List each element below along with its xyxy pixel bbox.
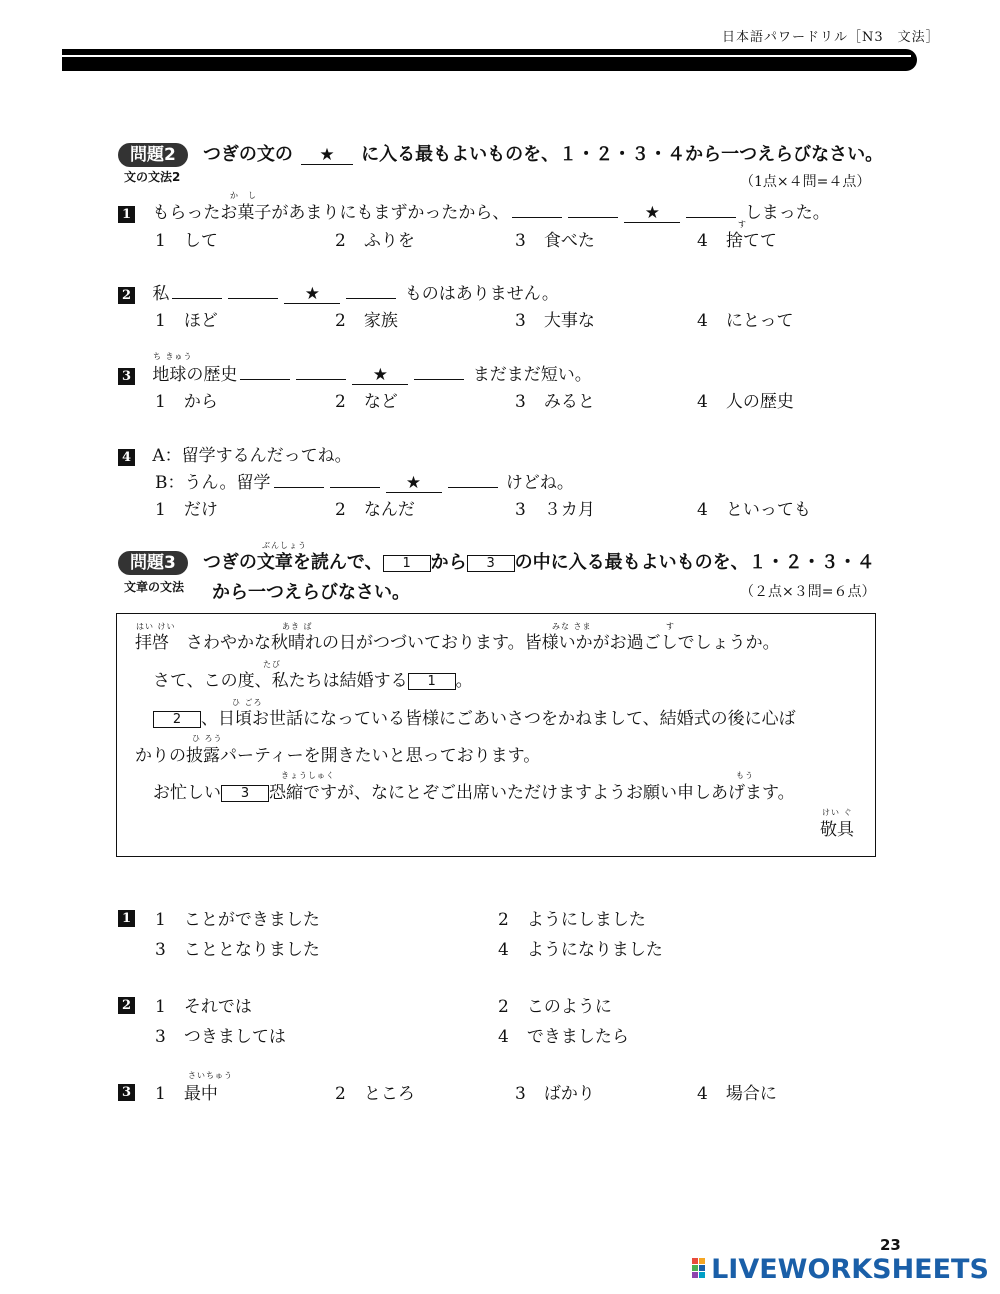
letter-blank-1[interactable]: 1	[408, 673, 456, 690]
q2-option-2[interactable]: 2 家族	[335, 311, 398, 331]
letter-ruby-akibare: あき ば	[282, 622, 313, 631]
header-bar	[62, 49, 917, 71]
m3-q2-number: 2	[118, 997, 135, 1014]
q4-option-4[interactable]: 4 といっても	[697, 500, 811, 520]
m3-q2-option-2[interactable]: 2 このように	[498, 997, 612, 1017]
q4-option-1[interactable]: 1 だけ	[155, 500, 218, 520]
q4-speaker-a: A：留学するんだってね。	[152, 446, 352, 466]
q1-blank-d[interactable]	[686, 201, 736, 218]
m3-q1-option-4[interactable]: 4 ようになりました	[498, 940, 663, 960]
letter-blank-2[interactable]: 2	[153, 711, 201, 728]
q1-blank-b[interactable]	[568, 201, 618, 218]
letter-line-4: かりの披露パーティーを開きたいと思っております。	[135, 746, 541, 766]
letter-line-2-text: さて、この度、私たちは結婚する	[153, 671, 408, 691]
q3-text-post: まだまだ短い。	[472, 365, 592, 385]
letter-ruby-kyoushuku: きょうしゅく	[281, 771, 335, 780]
q2-option-4[interactable]: 4 にとって	[697, 311, 794, 331]
q1-option-4[interactable]: 4 捨てて	[697, 231, 777, 251]
q1-text-post: しまった。	[744, 203, 830, 223]
q3-option-1[interactable]: 1 から	[155, 392, 218, 412]
letter-ruby-mou: もう	[736, 771, 754, 780]
q1-option-1[interactable]: 1 して	[155, 231, 218, 251]
q1-option-3[interactable]: 3 食べた	[515, 231, 595, 251]
q2-option-3[interactable]: 3 大事な	[515, 311, 595, 331]
q1-option-2[interactable]: 2 ふりを	[335, 231, 415, 251]
mondai2-badge: 問題2	[118, 143, 188, 167]
m3-q1-option-3[interactable]: 3 こととなりました	[155, 940, 320, 960]
star-blank: ★	[301, 146, 353, 165]
q1-ruby: か し	[230, 191, 257, 200]
q1-text-pre: もらったお菓子があまりにもまずかったから、	[152, 203, 510, 223]
m3-q3-option-1[interactable]: 1 最中	[155, 1084, 218, 1104]
m3-q3-option-3[interactable]: 3 ばかり	[515, 1084, 595, 1104]
q3-blank-b[interactable]	[296, 363, 346, 380]
liveworksheets-logo	[692, 1254, 989, 1285]
letter-ruby-minasama: みな さま	[552, 622, 592, 631]
q2-line	[118, 279, 559, 304]
q4-number: 4	[118, 449, 135, 466]
book-title: 日本語パワードリル［N3 文法］	[722, 30, 940, 45]
mondai3-box-1: 1	[383, 555, 431, 572]
q2-blank-d[interactable]	[346, 282, 396, 299]
letter-ruby-higoro: ひ ごろ	[232, 698, 263, 707]
mondai3-kara: から	[430, 552, 467, 573]
letter-line-5-text: 恐縮ですが、なにとぞご出席いただけますようお願い申しあげます。	[269, 783, 795, 803]
q3-option-3[interactable]: 3 みると	[515, 392, 595, 412]
letter-line-3	[153, 704, 796, 729]
q4-blank-b[interactable]	[330, 471, 380, 488]
m3-q2-option-3[interactable]: 3 つきましては	[155, 1027, 286, 1047]
mondai2-heading	[118, 140, 883, 166]
mondai3-badge: 問題3	[118, 551, 188, 575]
letter-line-3-text: 、日頃お世話になっている皆様にごあいさつをかねまして、結婚式の後に心ば	[201, 709, 796, 729]
q3-number: 3	[118, 368, 135, 385]
q1-blank-star[interactable]: ★	[624, 204, 680, 223]
letter-line-5-pre: お忙しい	[153, 783, 221, 803]
m3-q1-number-wrap	[118, 907, 135, 927]
mondai3-ruby: ぶんしょう	[262, 541, 307, 550]
q2-number: 2	[118, 287, 135, 304]
m3-q3-ruby: さいちゅう	[188, 1071, 233, 1080]
m3-q3-option-2[interactable]: 2 ところ	[335, 1084, 415, 1104]
m3-q3-number: 3	[118, 1084, 135, 1101]
q3-blank-d[interactable]	[414, 363, 464, 380]
q1-number: 1	[118, 206, 135, 223]
letter-line-2-end: 。	[455, 671, 473, 691]
letter-ruby-sugo: す	[666, 622, 675, 631]
m3-q2-number-wrap	[118, 994, 135, 1014]
q4-line-b	[155, 468, 574, 493]
q2-text-pre: 私	[152, 284, 170, 304]
q3-blank-star[interactable]: ★	[352, 366, 408, 385]
q4-text-post: けどね。	[505, 473, 574, 493]
mondai3-instruction-c: から一つえらびなさい。	[212, 582, 410, 603]
letter-line-1: 拝啓 さわやかな秋晴れの日がつづいております。皆様いかがお過ごしでしょうか。	[135, 633, 780, 653]
letter-line-2	[153, 666, 473, 691]
letter-blank-3[interactable]: 3	[221, 785, 269, 802]
q4-option-2[interactable]: 2 なんだ	[335, 500, 415, 520]
mondai3-heading	[118, 548, 875, 574]
q3-option-2[interactable]: 2 など	[335, 392, 398, 412]
mondai2-sublabel: 文の文法2	[124, 170, 181, 184]
q2-text-post: ものはありません。	[404, 284, 559, 304]
mondai3-instruction-b: の中に入る最もよいものを、１・２・３・４	[514, 552, 875, 573]
q3-line	[118, 360, 592, 385]
q4-line-a	[118, 441, 352, 466]
q4-text-pre: B：うん。留学	[155, 473, 271, 493]
mondai2-points: （1点×４問=４点）	[740, 174, 871, 190]
q1-line	[118, 198, 830, 223]
m3-q1-option-1[interactable]: 1 ことができました	[155, 910, 320, 930]
m3-q1-number: 1	[118, 910, 135, 927]
m3-q3-option-4[interactable]: 4 場合に	[697, 1084, 777, 1104]
mondai3-points: （２点×３問=６点）	[740, 584, 876, 600]
q4-option-3[interactable]: 3 ３カ月	[515, 500, 595, 520]
q2-option-1[interactable]: 1 ほど	[155, 311, 218, 331]
q4-blank-star[interactable]: ★	[386, 474, 442, 493]
q3-option-4[interactable]: 4 人の歴史	[697, 392, 794, 412]
mondai3-sublabel: 文章の文法	[124, 580, 185, 594]
letter-line-5	[153, 778, 795, 803]
liveworksheets-mark-icon	[692, 1258, 706, 1282]
q4-blank-a[interactable]	[274, 471, 324, 488]
letter-ruby-tabi: たび	[263, 660, 281, 669]
letter-ruby-hirou: ひ ろう	[192, 734, 223, 743]
q2-blank-a[interactable]	[172, 282, 222, 299]
mondai2-instruction-pre: つぎの文の	[202, 144, 293, 165]
letter-closing: 敬具	[820, 820, 854, 840]
mondai3-instruction-a: つぎの文章を読んで、	[202, 552, 383, 573]
m3-q2-option-1[interactable]: 1 それでは	[155, 997, 252, 1017]
page-number: 23	[880, 1236, 901, 1254]
mondai2-instruction-post: に入る最もよいものを、１・２・３・４から一つえらびなさい。	[361, 144, 884, 165]
m3-q3-number-wrap	[118, 1081, 135, 1101]
q4-blank-d[interactable]	[448, 471, 498, 488]
q1-blank-a[interactable]	[512, 201, 562, 218]
mondai3-box-3: 3	[467, 555, 515, 572]
q3-blank-a[interactable]	[240, 363, 290, 380]
q3-text-pre: 地球の歴史	[152, 365, 238, 385]
m3-q2-option-4[interactable]: 4 できましたら	[498, 1027, 629, 1047]
letter-ruby-keigu: けい ぐ	[822, 808, 853, 817]
q2-blank-star[interactable]: ★	[284, 285, 340, 304]
q1-option-4-ruby: す	[738, 220, 747, 229]
letter-ruby-haikei: はい けい	[136, 622, 176, 631]
liveworksheets-brand: LIVEWORKSHEETS	[711, 1254, 989, 1285]
q2-blank-b[interactable]	[228, 282, 278, 299]
q3-ruby: ち きゅう	[153, 352, 193, 361]
m3-q1-option-2[interactable]: 2 ようにしました	[498, 910, 646, 930]
